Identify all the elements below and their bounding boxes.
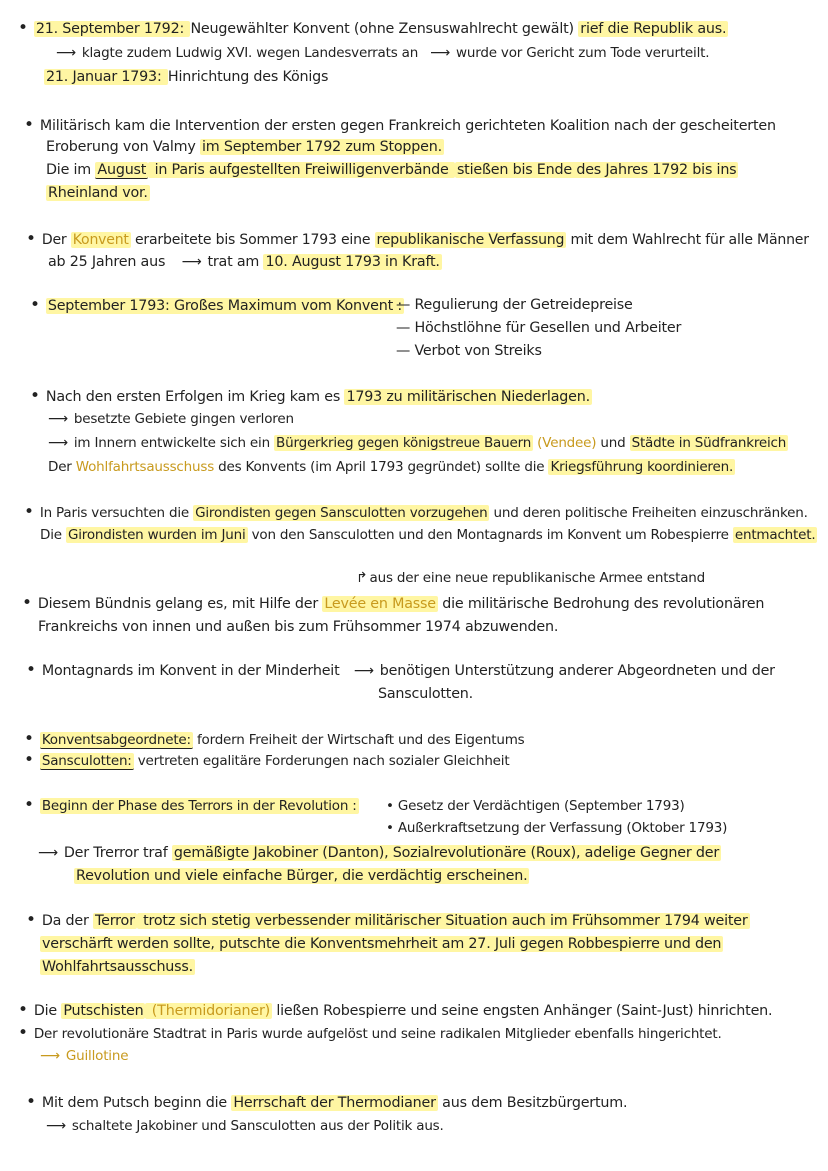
highlight: Terror <box>95 913 135 929</box>
text: Diesem Bündnis gelang es, mit Hilfe der <box>37 596 323 612</box>
text: und deren politische Freiheiten einzuschränken. <box>489 505 808 521</box>
text: benötigen Unterstützung anderer Abgeordneten und der <box>379 663 775 679</box>
highlight: Levée en Masse <box>324 596 436 612</box>
b1-line3 <box>44 67 328 87</box>
underlined-highlight: August <box>97 162 147 178</box>
highlight: im September 1792 zum Stoppen. <box>202 139 442 155</box>
arrow-right-icon: ⟶ <box>353 663 374 679</box>
text: Die <box>40 527 66 543</box>
highlight: Bürgerkrieg gegen königstreue Bauern <box>276 435 532 451</box>
highlight: Girondisten gegen Sansculotten vorzugehen <box>195 505 488 521</box>
bullet: • <box>18 1000 28 1020</box>
b8-line2: Sansculotten. <box>378 686 473 702</box>
b5-line3 <box>48 433 788 453</box>
highlight: Girondisten wurden im Juni <box>67 527 246 543</box>
b4-item3: — Verbot von Streiks <box>396 343 542 359</box>
text: vertreten egalitäre Forderungen nach sozialer Gleichheit <box>133 753 510 769</box>
b10-item1: • Gesetz der Verdächtigen (September 1793) <box>386 798 685 814</box>
text: fordern Freiheit der Wirtschaft und des Eigentums <box>192 732 525 748</box>
bullet: • <box>22 593 32 613</box>
highlight: Putschisten <box>63 1003 144 1019</box>
highlight: Revolution und viele einfache Bürger, die verdächtig erscheinen. <box>76 868 528 884</box>
arrow-right-icon: ⟶ <box>430 45 451 61</box>
text: und <box>596 435 630 451</box>
text: ließen Robespierre und seine engsten Anhänger (Saint-Just) hinrichten. <box>272 1003 773 1019</box>
highlight: Beginn der Phase des Terrors in der Revolution : <box>41 798 357 814</box>
text: Hinrichtung des Königs <box>167 69 329 85</box>
text: wurde vor Gericht zum Tode verurteilt. <box>456 45 710 61</box>
b10-line4 <box>74 866 529 886</box>
highlight: trotz sich stetig verbessender militärischer Situation auch im Frühsommer 1794 weiter <box>138 913 748 929</box>
highlight: Konventsabgeordnete: <box>41 732 191 748</box>
orange-text: Guillotine <box>65 1048 129 1064</box>
highlight: Städte in Südfrankreich <box>631 435 787 451</box>
b6-line1 <box>24 502 808 523</box>
highlight: verschärft werden sollte, putschte die Konventsmehrheit am 27. Juli gegen Robbespierre und den <box>42 936 722 952</box>
highlight: Wohlfahrtsausschuss. <box>42 959 194 975</box>
highlight: gemäßigte Jakobiner (Danton), Sozialrevolutionäre (Roux), adelige Gegner der <box>173 845 720 861</box>
highlight: stießen bis Ende des Jahres 1792 bis ins <box>456 162 737 178</box>
text: Der revolutionäre Stadtrat in Paris wurde aufgelöst und seine radikalen Mitglieder ebenfalls hingerichtet. <box>33 1026 722 1042</box>
bullet: • <box>24 729 34 749</box>
date-highlight: 21. September 1792: <box>35 21 189 37</box>
text: Eroberung von Valmy <box>46 139 200 155</box>
highlight: entmachtet. <box>734 527 816 543</box>
b8-line1 <box>26 660 775 681</box>
b4-title <box>30 295 404 316</box>
b1-line1 <box>18 18 728 39</box>
text: Die <box>33 1003 62 1019</box>
text: besetzte Gebiete gingen verloren <box>73 411 294 427</box>
arrow-right-icon: ⟶ <box>181 254 202 270</box>
b4-item2: — Höchstlöhne für Gesellen und Arbeiter <box>396 320 682 336</box>
b11-line2 <box>40 934 723 954</box>
arrow-right-icon: ⟶ <box>38 845 58 861</box>
text: des Konvents (im April 1793 gegründet) sollte die <box>214 459 549 475</box>
highlight: Kriegsführung koordinieren. <box>550 459 734 475</box>
orange-text: (Thermidorianer) <box>147 1003 271 1019</box>
b7-line1 <box>22 593 764 614</box>
text: Militärisch kam die Intervention der ersten gegen Frankreich gerichteten Koalition nach der gescheiterten <box>39 118 776 134</box>
b11-line3 <box>40 957 195 977</box>
bullet: • <box>24 115 34 135</box>
b12-line3 <box>40 1046 128 1066</box>
b2-line3 <box>46 160 738 180</box>
text: Da der <box>41 913 94 929</box>
b10-title <box>24 795 359 816</box>
arrow-right-icon: ⟶ <box>48 435 68 451</box>
b12-line2 <box>18 1023 722 1044</box>
bullet: • <box>26 229 36 249</box>
bullet: • <box>24 750 34 770</box>
orange-text: (Vendee) <box>533 435 597 451</box>
b9-line1 <box>24 729 524 750</box>
b5-line1 <box>30 386 592 407</box>
b5-line2 <box>48 409 294 429</box>
bullet: • <box>18 18 28 38</box>
b13-line2 <box>46 1116 444 1136</box>
b2-line4 <box>46 183 150 203</box>
text: Montagnards im Konvent in der Minderheit <box>41 663 340 679</box>
bullet: • <box>26 1092 36 1112</box>
text: Nach den ersten Erfolgen im Krieg kam es <box>45 389 345 405</box>
bullet: • <box>24 795 34 815</box>
arrow-right-icon: ⟶ <box>56 45 76 61</box>
highlight: Konvent <box>72 232 129 248</box>
arrow-right-icon: ⟶ <box>40 1048 60 1064</box>
text: die militärische Bedrohung des revolutionären <box>437 596 765 612</box>
text: ab 25 Jahren aus <box>48 254 166 270</box>
text: Neugewählter Konvent (ohne Zensuswahlrecht gewält) <box>190 21 579 37</box>
highlight: in Paris aufgestellten Freiwilligenverbände <box>150 162 453 178</box>
b3-line2 <box>48 252 442 272</box>
highlight: Sansculotten: <box>41 753 132 769</box>
bullet: • <box>26 910 36 930</box>
arrow-right-icon: ⟶ <box>48 411 68 427</box>
highlight: rief die Republik aus. <box>580 21 727 37</box>
text: von den Sansculotten und den Montagnards im Konvent um Robespierre <box>247 527 733 543</box>
date-highlight: 21. Januar 1793: <box>46 69 166 85</box>
orange-text: Wohlfahrtsausschuss <box>75 459 215 475</box>
b10-line3 <box>38 843 721 863</box>
arrow-turn-icon: ↱ <box>356 570 368 586</box>
text: Der <box>48 459 76 475</box>
highlight: September 1793: Großes Maximum vom Konvent : <box>47 298 402 314</box>
b5-line4 <box>48 457 735 477</box>
text: aus dem Besitzbürgertum. <box>437 1095 628 1111</box>
text: Der Trerror traf <box>63 845 172 861</box>
highlight: Rheinland vor. <box>48 185 148 201</box>
highlight: 1793 zu militärischen Niederlagen. <box>346 389 590 405</box>
b2-line1 <box>24 115 776 136</box>
b9-line2 <box>24 750 509 771</box>
text: Mit dem Putsch beginn die <box>41 1095 232 1111</box>
text: In Paris versuchten die <box>39 505 194 521</box>
text: erarbeitete bis Sommer 1793 eine <box>130 232 375 248</box>
highlight: 10. August 1793 in Kraft. <box>265 254 440 270</box>
text: aus der eine neue republikanische Armee entstand <box>369 570 706 586</box>
b2-line2 <box>46 137 444 157</box>
highlight: republikanische Verfassung <box>376 232 565 248</box>
text: Die im <box>46 162 96 178</box>
b13-line1 <box>26 1092 627 1113</box>
bullet: • <box>26 660 36 680</box>
bullet: • <box>24 502 34 522</box>
text: trat am <box>207 254 264 270</box>
text: im Innern entwickelte sich ein <box>73 435 275 451</box>
b1-line2 <box>56 43 709 63</box>
b6-line2 <box>40 525 817 545</box>
text: schaltete Jakobiner und Sansculotten aus der Politik aus. <box>71 1118 444 1134</box>
b7-line2: Frankreichs von innen und außen bis zum Frühsommer 1974 abzuwenden. <box>38 619 559 635</box>
b3-line1 <box>26 229 809 250</box>
bullet: • <box>30 295 40 315</box>
text: klagte zudem Ludwig XVI. wegen Landesverrats an <box>81 45 419 61</box>
highlight: Herrschaft der Thermodianer <box>233 1095 436 1111</box>
b10-item2: • Außerkraftsetzung der Verfassung (Oktober 1793) <box>386 820 728 836</box>
b11-line1 <box>26 910 750 931</box>
bullet: • <box>30 386 40 406</box>
bullet: • <box>18 1023 28 1043</box>
text: Der <box>41 232 71 248</box>
b12-line1 <box>18 1000 772 1021</box>
text: mit dem Wahlrecht für alle Männer <box>566 232 809 248</box>
arrow-right-icon: ⟶ <box>46 1118 66 1134</box>
b4-item1: — Regulierung der Getreidepreise <box>396 297 633 313</box>
b7-note <box>356 568 705 588</box>
